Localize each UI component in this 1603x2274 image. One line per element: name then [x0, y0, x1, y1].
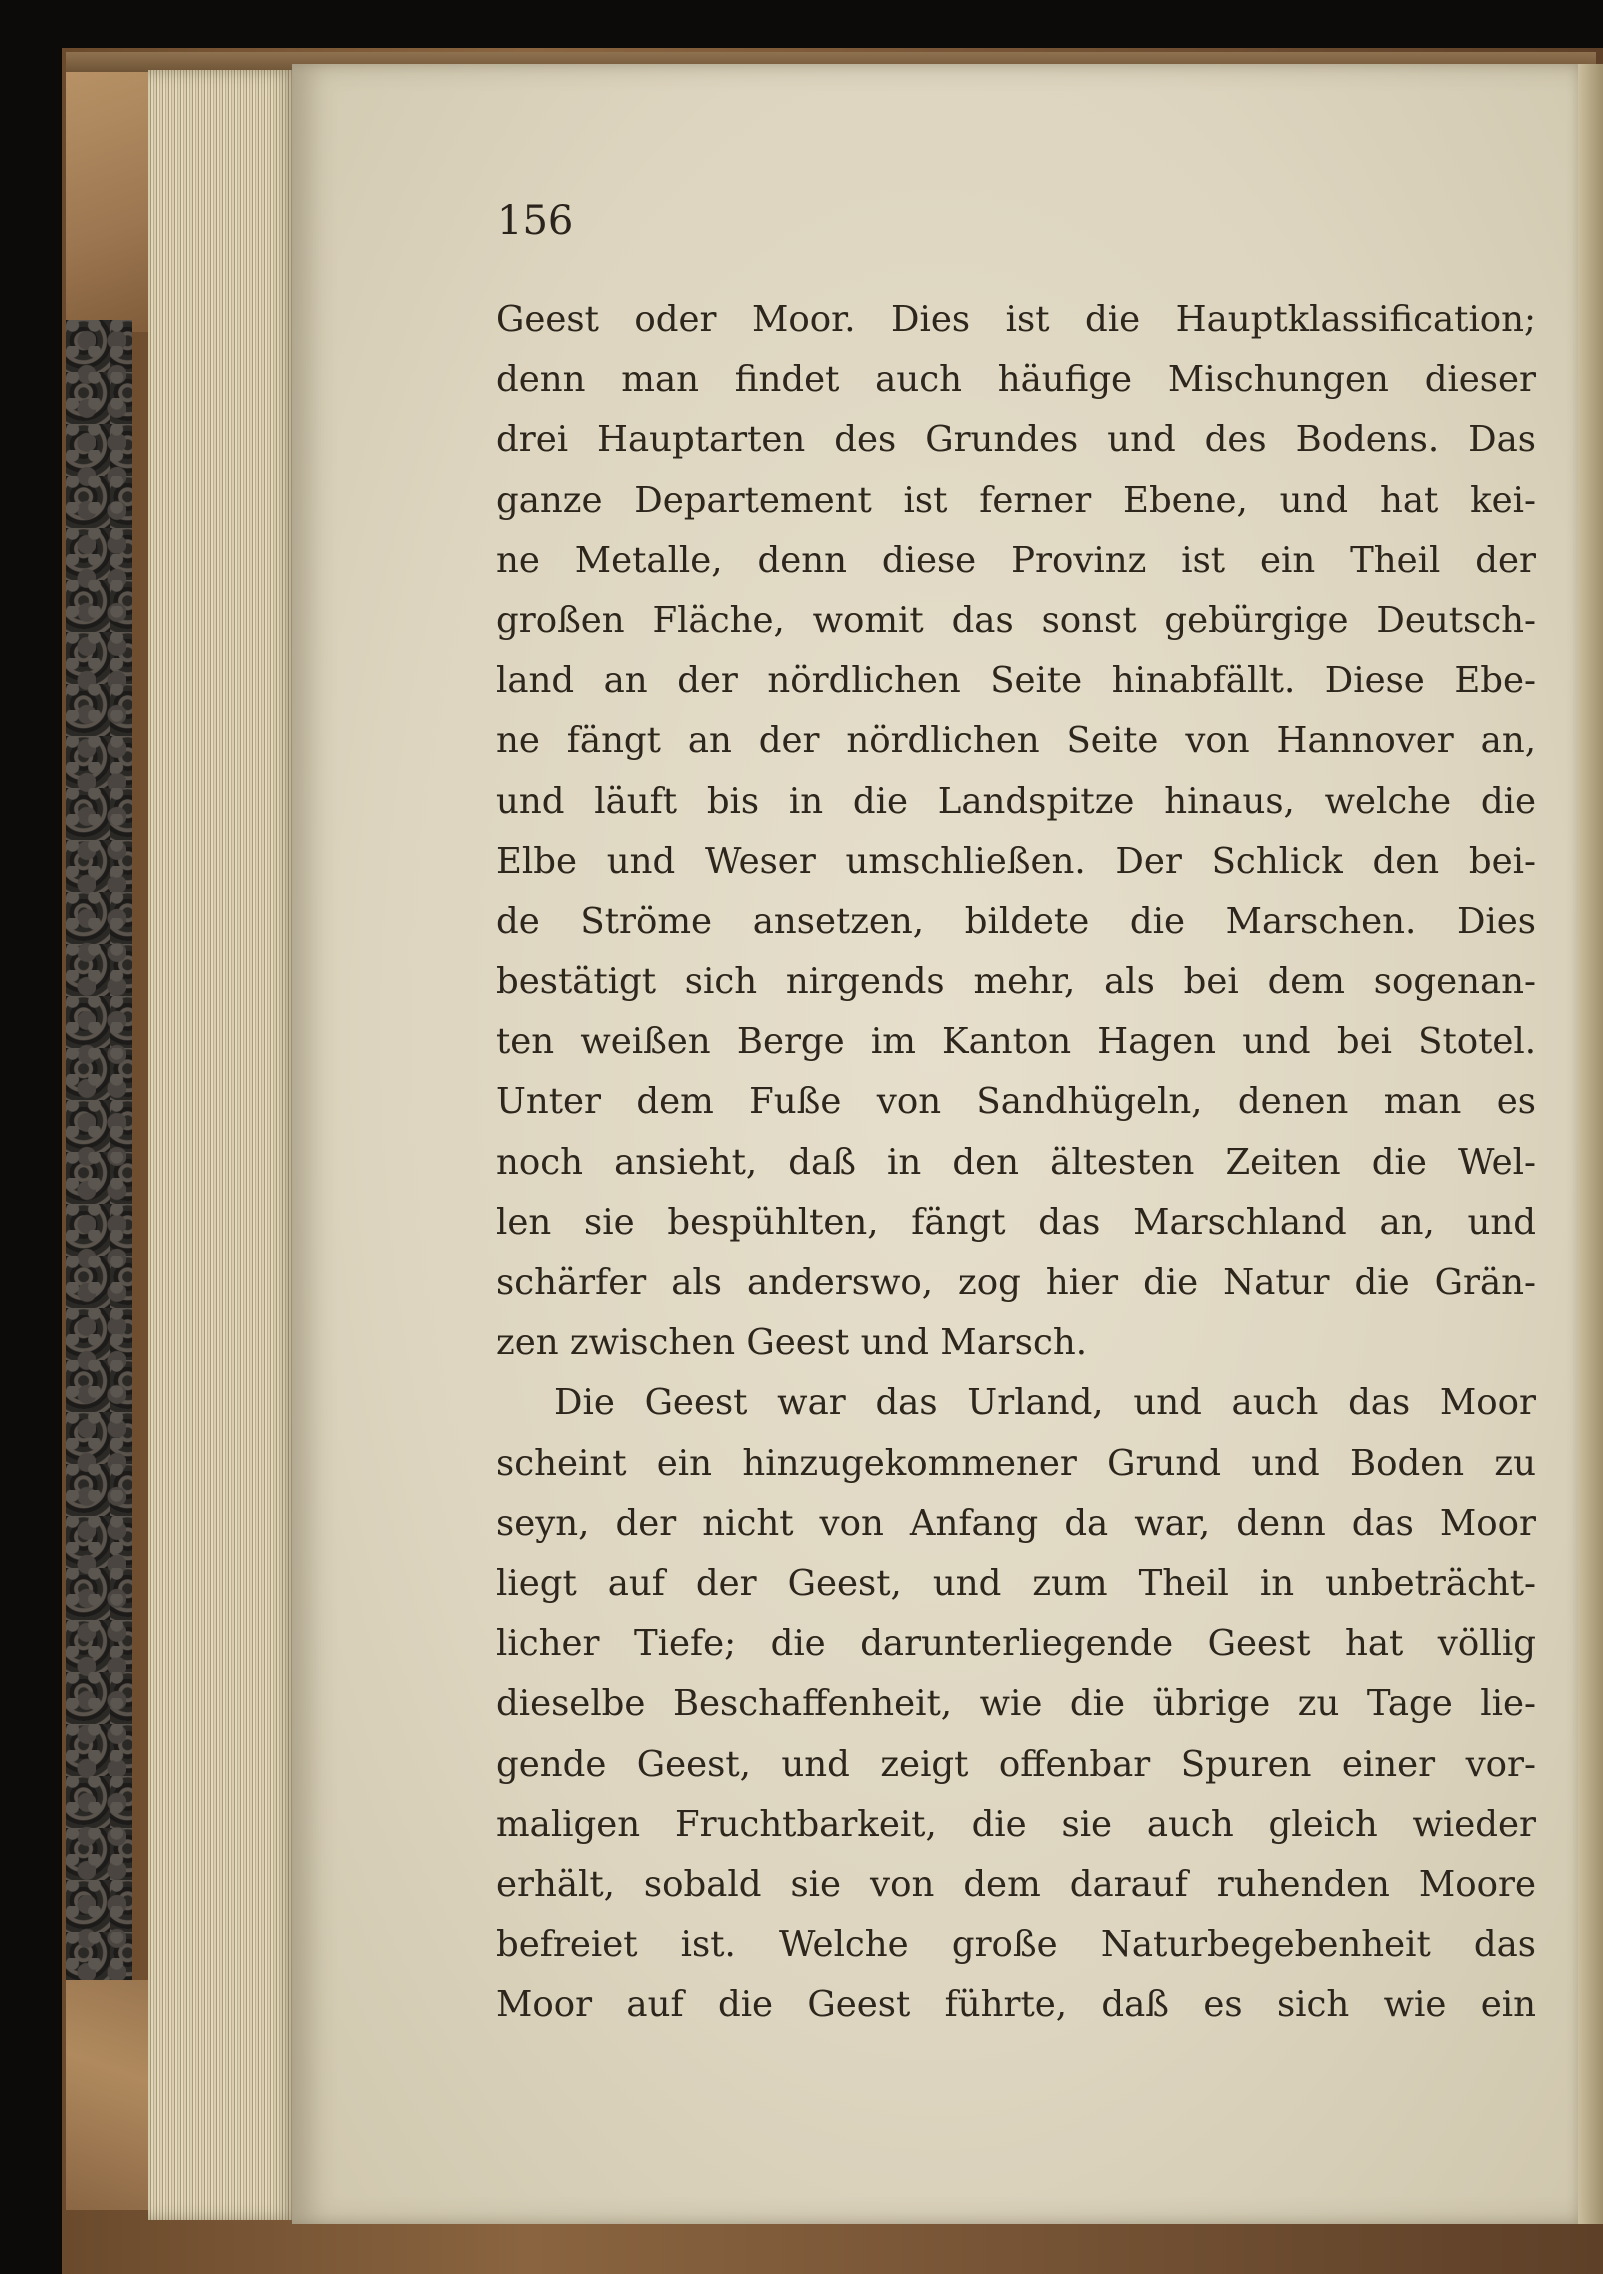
page-right-edge: [1578, 64, 1603, 2224]
text-line: drei Hauptarten des Grundes und des Bodens. Das: [496, 419, 1536, 461]
leather-corner-top: [66, 72, 156, 332]
text-line: und läuft bis in die Landspitze hinaus, welche die: [496, 780, 1536, 822]
text-line: Geest oder Moor. Dies ist die Hauptklassification;: [496, 299, 1536, 340]
text-line: land an der nördlichen Seite hinabfällt. Diese Ebe-: [496, 660, 1536, 702]
page-text: [496, 290, 1536, 2035]
text-line: dieselbe Beschaffenheit, wie die übrige zu Tage lie-: [496, 1683, 1536, 1725]
text-line: ten weißen Berge im Kanton Hagen und bei Stotel.: [496, 1021, 1536, 1063]
text-line: großen Fläche, womit das sonst gebürgige Deutsch-: [496, 599, 1536, 641]
text-line: denn man findet auch häufige Mischungen dieser: [496, 359, 1536, 401]
text-line: gende Geest, und zeigt offenbar Spuren einer vor-: [496, 1743, 1536, 1785]
text-line: zen zwischen Geest und Marsch.: [496, 1322, 1088, 1364]
text-line: ne Metalle, denn diese Provinz ist ein Theil der: [496, 539, 1536, 581]
text-line: Elbe und Weser umschließen. Der Schlick den bei-: [496, 840, 1536, 882]
text-line: Die Geest war das Urland, und auch das Moor: [554, 1382, 1536, 1424]
text-line: licher Tiefe; die darunterliegende Geest hat völlig: [496, 1623, 1536, 1665]
text-line: schärfer als anderswo, zog hier die Natur die Grän-: [496, 1262, 1536, 1303]
text-line: Unter dem Fuße von Sandhügeln, denen man es: [496, 1081, 1536, 1123]
text-line: liegt auf der Geest, und zum Theil in unbeträcht-: [496, 1562, 1536, 1604]
text-line: befreiet ist. Welche große Naturbegebenheit das: [496, 1924, 1536, 1966]
page-edges: [148, 70, 298, 2220]
text-line: ne fängt an der nördlichen Seite von Hannover an,: [496, 720, 1536, 762]
text-line: len sie bespühlten, fängt das Marschland an, und: [496, 1201, 1536, 1243]
marbled-cover-paper: [66, 320, 132, 2000]
text-line: maligen Fruchtbarkeit, die sie auch gleich wieder: [496, 1803, 1536, 1845]
text-line: de Ströme ansetzen, bildete die Marschen. Dies: [496, 900, 1536, 942]
text-line: Moor auf die Geest führte, daß es sich wie ein: [496, 1984, 1536, 2026]
text-line: erhält, sobald sie von dem darauf ruhenden Moore: [496, 1863, 1536, 1905]
text-line: ganze Departement ist ferner Ebene, und hat kei-: [496, 479, 1536, 521]
text-line: seyn, der nicht von Anfang da war, denn das Moor: [496, 1502, 1536, 1544]
text-line: noch ansieht, daß in den ältesten Zeiten die Wel-: [496, 1141, 1536, 1183]
text-line: scheint ein hinzugekommener Grund und Boden zu: [496, 1442, 1536, 1484]
text-line: bestätigt sich nirgends mehr, als bei dem sogenan-: [496, 961, 1536, 1003]
leather-corner-bottom: [66, 1980, 156, 2210]
page-number: 156: [497, 198, 574, 244]
